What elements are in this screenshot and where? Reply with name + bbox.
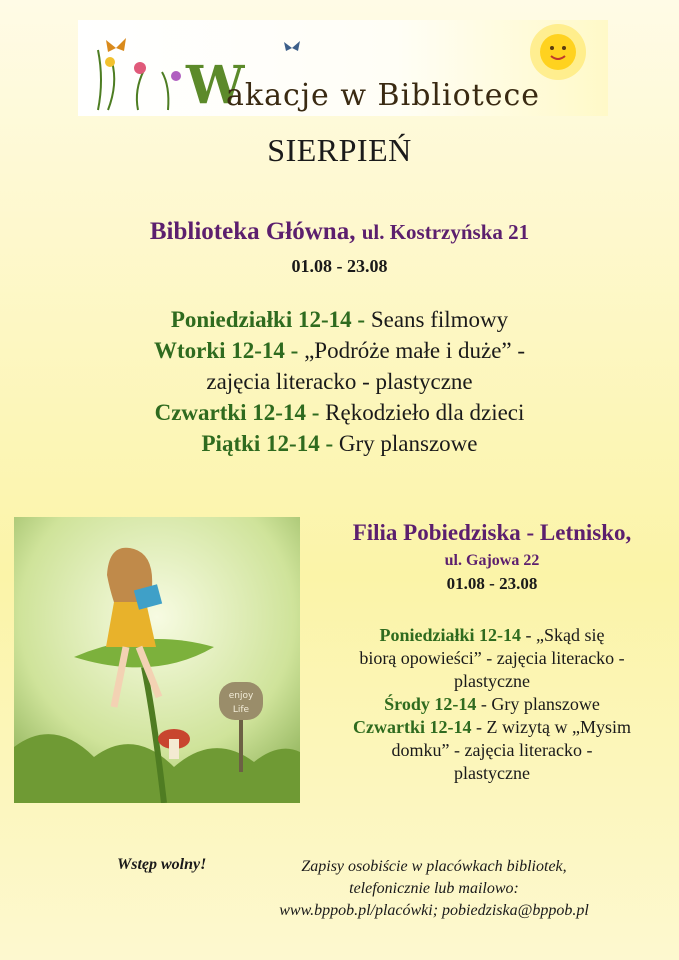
schedule-line: zajęcia literacko - plastyczne (206, 369, 473, 394)
schedule-line: plastyczne (454, 671, 530, 691)
butterfly-icon (284, 41, 300, 51)
schedule-line: Piątki 12-14 - Gry planszowe (201, 431, 478, 456)
banner-initial: W (186, 55, 245, 116)
schedule-line: Wtorki 12-14 - „Podróże małe i duże” - (153, 338, 526, 363)
main-library-address: ul. Kostrzyńska 21 (361, 220, 530, 244)
schedule-line: Środy 12-14 - Gry planszowe (384, 694, 600, 714)
branch-address: ul. Gajowa 22 (444, 552, 540, 569)
signup-info: Zapisy osobiście w placówkach bibliotek, telefonicznie lub mailowo: www.bppob.pl/placówki; pobiedziska@bppob.pl (214, 856, 654, 922)
main-library-dates: 01.08 - 23.08 (291, 256, 388, 276)
header-banner (78, 20, 608, 116)
schedule-line: Czwartki 12-14 - Rękodzieło dla dzieci (154, 400, 525, 425)
free-entry-note: Wstęp wolny! (117, 856, 207, 873)
contact-links: www.bppob.pl/placówki; pobiedziska@bppob.pl (279, 902, 589, 919)
schedule-line: Poniedziałki 12-14 - „Skąd się (379, 625, 605, 645)
schedule-line: domku” - zajęcia literacko - (391, 740, 593, 760)
schedule-line: biorą opowieści” - zajęcia literacko - (359, 648, 625, 668)
branch-name: Filia Pobiedziska - Letnisko, (352, 520, 632, 545)
butterfly-icon (106, 38, 126, 52)
main-library-heading (0, 218, 679, 246)
sun-icon (530, 24, 586, 80)
schedule-line: Poniedziałki 12-14 - Seans filmowy (170, 307, 509, 332)
schedule-line: plastyczne (454, 763, 530, 783)
banner-title: akacje w Bibliotece (226, 78, 541, 113)
main-library-schedule (0, 304, 679, 459)
month-heading: SIERPIEŃ (267, 132, 412, 168)
branch-dates: 01.08 - 23.08 (446, 574, 538, 593)
branch-schedule (306, 624, 678, 785)
sign-text: Life (232, 705, 250, 715)
girl-reading-illustration (14, 517, 300, 803)
schedule-line: Czwartki 12-14 - Z wizytą w „Mysim (353, 717, 631, 737)
main-library-name: Biblioteka Główna, (149, 218, 356, 245)
sign-text: enjoy (228, 691, 254, 701)
